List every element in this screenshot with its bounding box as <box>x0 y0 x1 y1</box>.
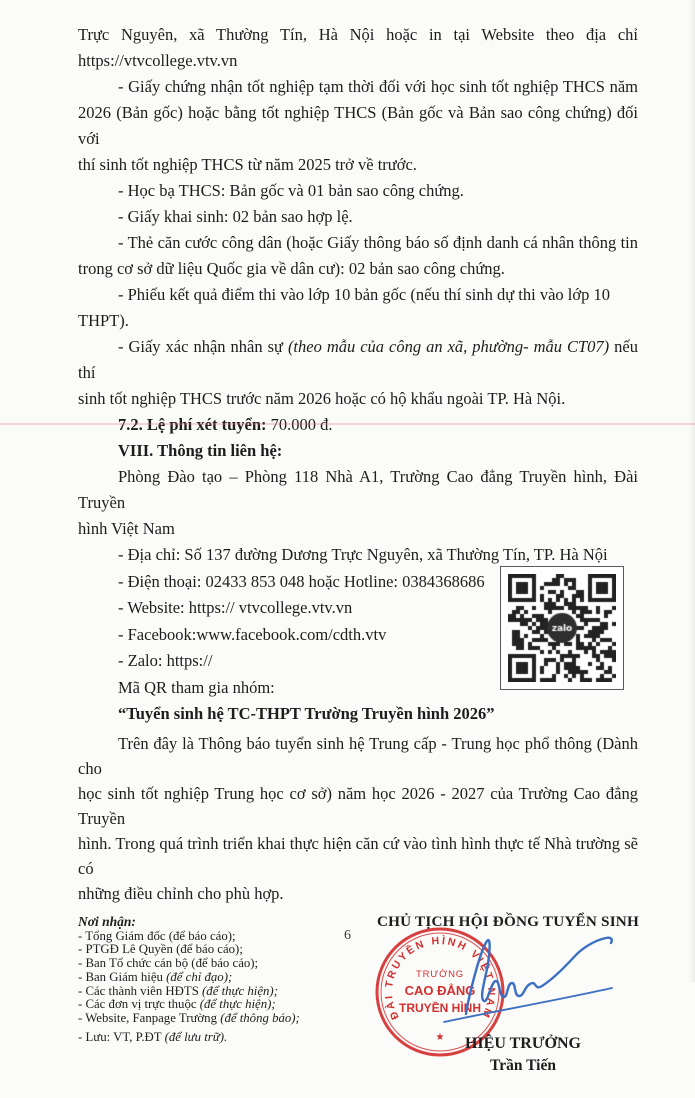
text-segment: trong cơ sở dữ liệu Quốc gia về dân cư): 02 bản sao công chứng. <box>78 259 505 278</box>
body-line <box>78 464 638 516</box>
text-segment: - Giấy chứng nhận tốt nghiệp tạm thời đối với học sinh tốt nghiệp THCS năm <box>118 77 638 96</box>
text-segment: (để lưu trữ). <box>164 1030 228 1045</box>
body-line <box>78 204 638 230</box>
closing-paragraph <box>78 731 638 906</box>
zalo-qr-code <box>500 566 624 690</box>
recipient-item <box>78 957 363 971</box>
closing-line <box>78 731 638 781</box>
body-line <box>78 178 638 204</box>
recipients-list <box>78 930 363 1045</box>
closing-line <box>78 881 638 906</box>
text-segment: sinh tốt nghiệp THCS trước năm 2026 hoặc có hộ khẩu ngoài TP. Hà Nội. <box>78 389 566 408</box>
document-body <box>78 22 638 542</box>
recipients-title: Nơi nhận: <box>78 913 136 929</box>
text-segment: (để thực hiện); <box>202 983 278 998</box>
text-segment: - PTGĐ Lê Quyền (để báo cáo); <box>78 942 243 957</box>
body-line <box>78 412 638 438</box>
recipient-item <box>78 1031 363 1045</box>
text-segment: - Điện thoại: 02433 853 048 hoặc Hotline: 0384368686 <box>118 571 485 591</box>
text-segment: - Học bạ THCS: Bản gốc và 01 bản sao công chứng. <box>118 181 464 200</box>
recipient-item <box>78 998 363 1012</box>
text-segment: (để thực hiện); <box>199 997 276 1012</box>
text-segment: hình Việt Nam <box>78 519 175 538</box>
body-line <box>78 100 638 152</box>
sign-title: CHỦ TỊCH HỘI ĐỒNG TUYỂN SINH <box>376 912 639 930</box>
text-segment: - Phiếu kết quả điểm thi vào lớp 10 bản gốc (nếu thí sinh dự thi vào lớp 10 THPT). <box>78 285 610 330</box>
body-line <box>78 334 638 386</box>
text-segment: nếu thí <box>78 337 639 382</box>
text-segment: (để thông báo); <box>220 1011 300 1026</box>
recipient-item <box>78 943 363 957</box>
text-segment: - Tổng Giám đốc (để báo cáo); <box>78 928 236 943</box>
text-segment: - Facebook:www.facebook.com/cdth.vtv <box>118 624 387 644</box>
text-segment: Phòng Đào tạo – Phòng 118 Nhà A1, Trường Cao đẳng Truyền hình, Đài Truyền <box>78 467 638 512</box>
body-line <box>78 22 638 48</box>
sign-name: Trần Tiến <box>490 1056 556 1074</box>
recipient-item <box>78 985 363 999</box>
stamp-line2: CAO ĐẲNG <box>404 982 476 998</box>
text-segment: https://vtvcollege.vtv.vn <box>78 51 238 70</box>
text-segment: VIII. Thông tin liên hệ: <box>118 441 283 460</box>
text-segment: Trực Nguyên, xã Thường Tín, Hà Nội hoặc in tại Website theo địa chỉ <box>78 25 638 44</box>
text-segment: 7.2. Lệ phí xét tuyển: <box>118 415 267 434</box>
text-segment: - Giấy xác nhận nhân sự <box>118 337 288 356</box>
recipient-item <box>78 971 363 985</box>
body-line <box>78 386 638 412</box>
stamp-ring-text: ĐÀI TRUYỀN HÌNH VIỆT NAM <box>382 934 498 1021</box>
sign-role: HIỆU TRƯỞNG <box>464 1034 581 1052</box>
contact-line <box>78 542 638 569</box>
text-segment: Trên đây là Thông báo tuyển sinh hệ Trung cấp - Trung học phổ thông (Dành cho <box>78 733 638 778</box>
text-segment: - Thẻ căn cước công dân (hoặc Giấy thông báo số định danh cá nhân thông tin <box>118 233 638 252</box>
qr-code-image <box>508 574 616 682</box>
text-segment: - Địa chỉ: Số 137 đường Dương Trực Nguyên, xã Thường Tín, TP. Hà Nội <box>118 545 608 564</box>
stamp-line3: TRUYỀN HÌNH <box>398 1000 482 1015</box>
body-line <box>78 152 638 178</box>
text-segment: thí sinh tốt nghiệp THCS từ năm 2025 trở về trước. <box>78 155 417 174</box>
text-segment: 2026 (Bản gốc) hoặc bằng tốt nghiệp THCS (Bản gốc và Bản sao công chứng) đối với <box>78 103 638 148</box>
body-line <box>78 256 638 282</box>
text-segment: - Các thành viên HĐTS <box>78 983 203 998</box>
text-segment: - Ban Tổ chức cán bộ (để báo cáo); <box>78 956 259 971</box>
text-segment: (theo mẫu của công an xã, phường- mẫu CT07) <box>287 337 610 356</box>
text-segment: - Lưu: VT, P.ĐT <box>78 1030 165 1045</box>
text-segment: học sinh tốt nghiệp Trung học cơ sở) năm học 2026 - 2027 của Trường Cao đẳng Truyền <box>78 783 638 828</box>
text-segment: hình. Trong quá trình triển khai thực hiện căn cứ vào tình hình thực tế Nhà trường sẽ có <box>78 833 638 878</box>
body-line <box>78 438 638 464</box>
stamp-star-icon: ★ <box>435 1031 445 1043</box>
text-segment: Mã QR tham gia nhóm: <box>118 677 275 697</box>
closing-line <box>78 831 638 881</box>
text-segment: những điều chỉnh cho phù hợp. <box>78 883 284 903</box>
text-segment: 70.000 đ. <box>266 415 333 434</box>
text-segment: - Website, Fanpage Trường <box>78 1011 221 1026</box>
text-segment: - Các đơn vị trực thuộc <box>78 997 200 1012</box>
text-segment: - Giấy khai sinh: 02 bản sao hợp lệ. <box>118 207 353 226</box>
body-line <box>78 230 638 256</box>
stamp-line1: TRƯỜNG <box>416 968 464 980</box>
closing-line <box>78 781 638 831</box>
text-segment: (để chỉ đạo); <box>166 969 233 984</box>
recipient-item <box>78 1012 363 1026</box>
text-segment: - Ban Giám hiệu <box>78 969 167 984</box>
text-segment: - Zalo: https:// <box>118 651 213 670</box>
page-number: 6 <box>344 928 351 943</box>
text-segment: - Website: https:// vtvcollege.vtv.vn <box>118 598 353 617</box>
text-segment: “Tuyển sinh hệ TC-THPT Trường Truyền hình 2026” <box>118 704 495 723</box>
contact-section <box>78 542 638 728</box>
body-line <box>78 74 638 100</box>
body-line <box>78 282 638 334</box>
contact-line <box>78 701 638 728</box>
body-line <box>78 48 638 74</box>
body-line <box>78 516 638 542</box>
